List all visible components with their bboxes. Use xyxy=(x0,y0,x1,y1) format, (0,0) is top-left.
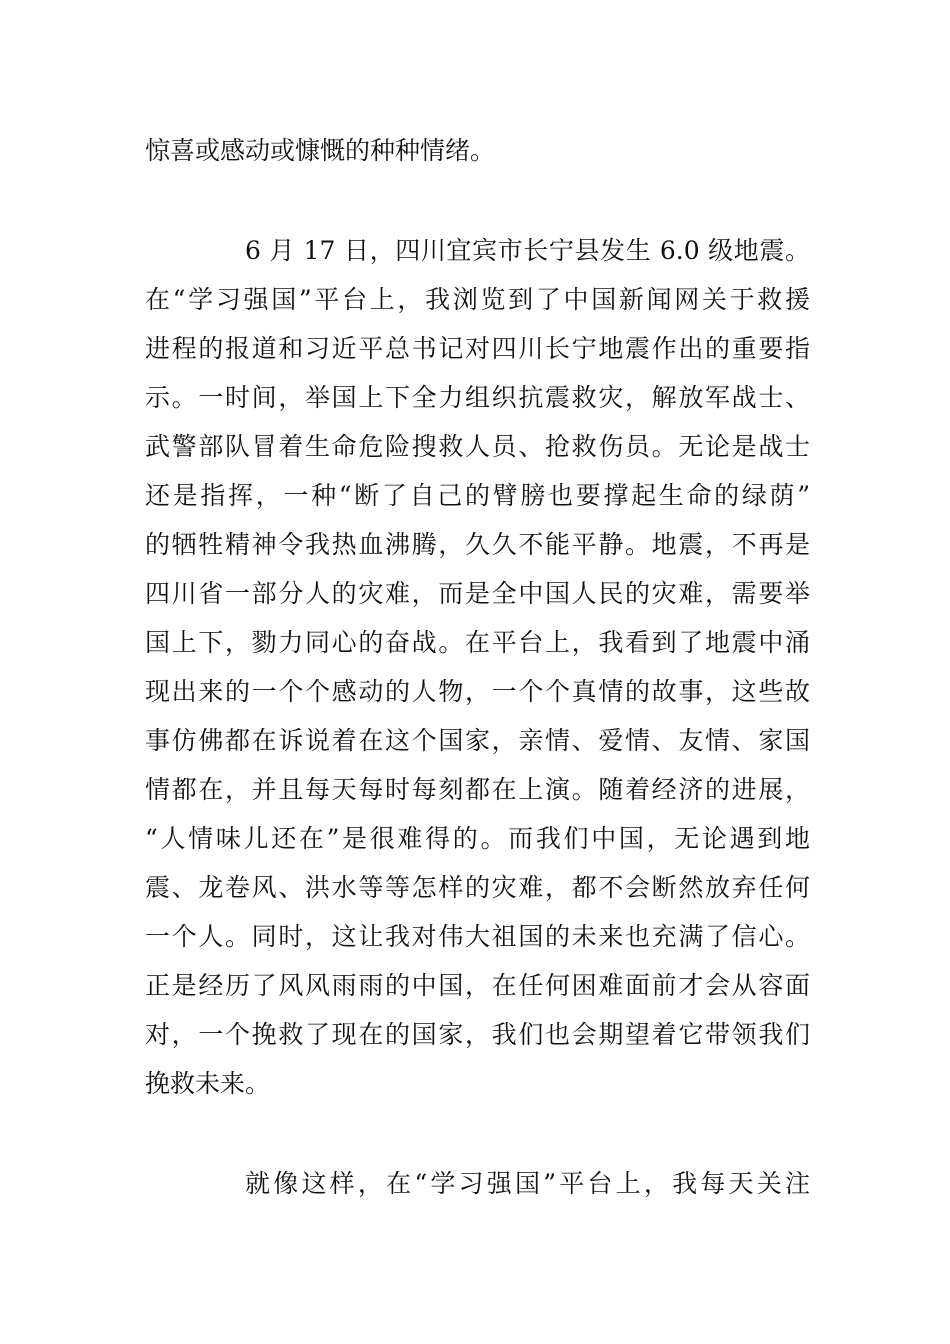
paragraph-2-line-10: 现出来的一个个感动的人物，一个个真情的故事，这些故 xyxy=(145,677,810,706)
paragraph-2-line-15: 一个人。同时，这让我对伟大祖国的未来也充满了信心。 xyxy=(145,922,810,951)
paragraph-2-line-17: 对，一个挽救了现在的国家，我们也会期望着它带领我们 xyxy=(145,1020,810,1049)
paragraph-2-line-8: 四川省一部分人的灾难，而是全中国人民的灾难，需要举 xyxy=(145,579,810,608)
paragraph-3-line-1: 就像这样，在“学习强国”平台上，我每天关注 xyxy=(245,1169,810,1198)
paragraph-2-line-11: 事仿佛都在诉说着在这个国家，亲情、爱情、友情、家国 xyxy=(145,726,810,755)
paragraph-2-line-3: 进程的报道和习近平总书记对四川长宁地震作出的重要指 xyxy=(145,334,810,363)
paragraph-2-line-4: 示。一时间，举国上下全力组织抗震救灾，解放军战士、 xyxy=(145,383,810,412)
paragraph-2-line-13: “人情味儿还在”是很难得的。而我们中国，无论遇到地 xyxy=(145,824,810,853)
paragraph-2-line-18: 挽救未来。 xyxy=(145,1069,271,1098)
paragraph-2-line-16: 正是经历了风风雨雨的中国，在任何困难面前才会从容面 xyxy=(145,971,810,1000)
paragraph-2-line-5: 武警部队冒着生命危险搜救人员、抢救伤员。无论是战士 xyxy=(145,432,810,461)
paragraph-2-line-1: 6 月 17 日，四川宜宾市长宁县发生 6.0 级地震。 xyxy=(245,236,810,265)
paragraph-1-line-1: 惊喜或感动或慷慨的种种情绪。 xyxy=(145,136,496,165)
paragraph-2-line-6: 还是指挥，一种“断了自己的臂膀也要撑起生命的绿荫” xyxy=(145,481,810,510)
paragraph-2-line-7: 的牺牲精神令我热血沸腾，久久不能平静。地震，不再是 xyxy=(145,530,810,559)
paragraph-2-line-2: 在“学习强国”平台上，我浏览到了中国新闻网关于救援 xyxy=(145,285,810,314)
paragraph-2-line-9: 国上下，勠力同心的奋战。在平台上，我看到了地震中涌 xyxy=(145,628,810,657)
paragraph-2-line-14: 震、龙卷风、洪水等等怎样的灾难，都不会断然放弃任何 xyxy=(145,873,810,902)
paragraph-2-line-12: 情都在，并且每天每时每刻都在上演。随着经济的进展， xyxy=(145,775,810,804)
